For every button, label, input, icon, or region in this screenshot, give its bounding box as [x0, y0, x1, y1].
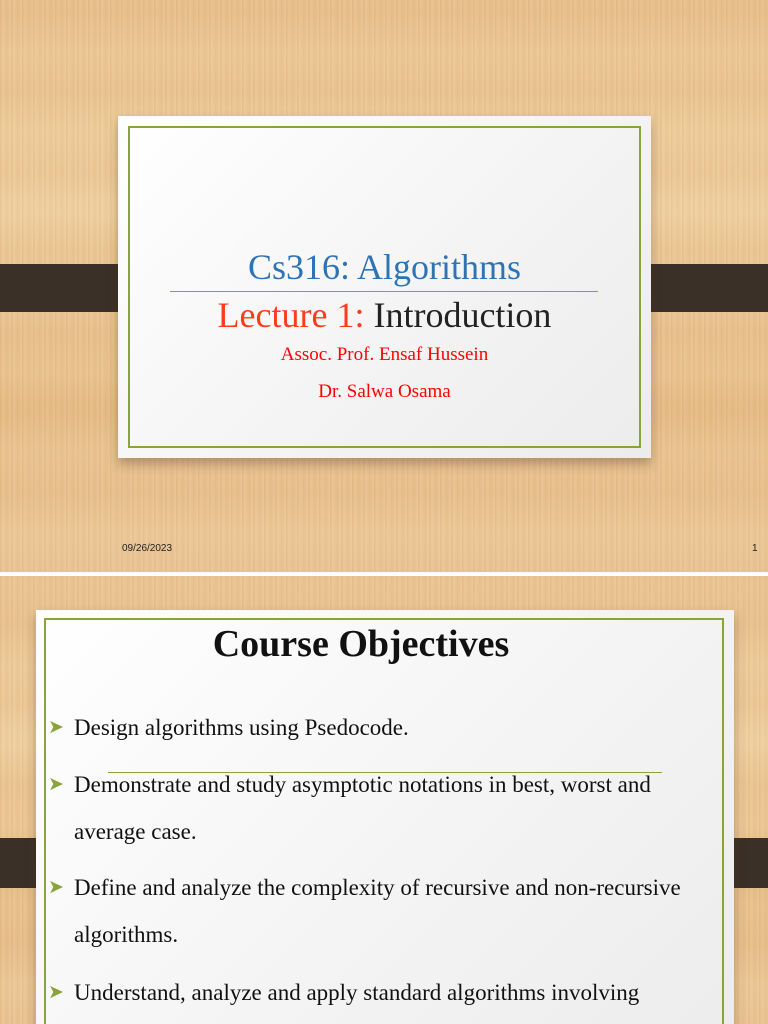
objective-item [48, 969, 728, 1016]
objective-item [48, 704, 728, 751]
objective-text: Demonstrate and study asymptotic notations in best, worst and average case. [74, 772, 651, 844]
title-divider [170, 291, 598, 292]
objective-item [48, 864, 728, 958]
course-title: Cs316: Algorithms [247, 247, 522, 287]
objective-text: Design algorithms using Psedocode. [74, 715, 409, 740]
lecture-heading [118, 294, 651, 336]
slide-2 [0, 576, 768, 1024]
author-name: Dr. Salwa Osama [318, 381, 451, 402]
footer-date: 09/26/2023 [122, 543, 173, 554]
page-number: 1 [752, 543, 758, 554]
lecture-topic: Introduction [373, 295, 552, 335]
arrow-bullet-icon: ➤ [48, 773, 64, 795]
author-name: Assoc. Prof. Ensaf Hussein [280, 344, 489, 365]
objective-text: Define and analyze the complexity of recursive and non-recursive algorithms. [74, 875, 681, 947]
lecture-label: Lecture 1: [217, 295, 365, 335]
arrow-bullet-icon: ➤ [48, 716, 64, 738]
arrow-bullet-icon: ➤ [48, 981, 64, 1003]
objective-text: Understand, analyze and apply standard algorithms involving [74, 980, 640, 1005]
slide-title: Course Objectives [212, 623, 510, 665]
arrow-bullet-icon: ➤ [48, 876, 64, 898]
objective-item [48, 761, 728, 855]
